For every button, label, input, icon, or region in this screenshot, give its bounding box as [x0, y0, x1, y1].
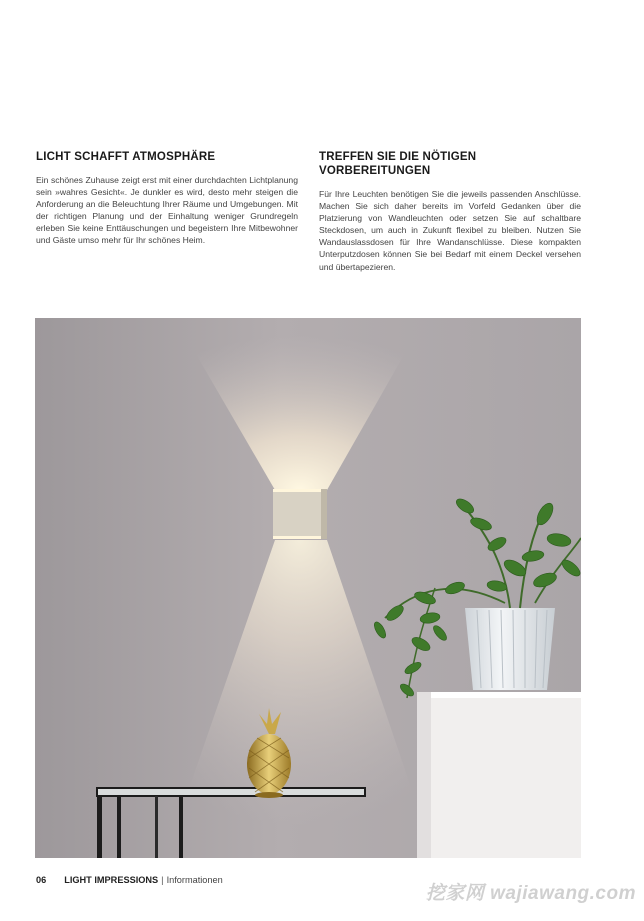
- footer-separator: |: [161, 875, 164, 885]
- footer-section: Informationen: [166, 875, 223, 885]
- right-body-text: Für Ihre Leuchten benötigen Sie die jeweils passenden Anschlüsse. Machen Sie sich daher bereits im Vorfeld Gedanken über die Platzierung von Wandleuchten oder setzen Sie auf schaltbare Steckdosen, um auch in Zukunft flexibel zu bleiben. Nutzen Sie Wandauslassdosen für Ihre Wandanschlüsse. Diese kompakten Unterputzdosen können Sie bei Bedarf mit einem Deckel versehen und übertapezieren.: [319, 189, 581, 272]
- left-column: [36, 150, 298, 247]
- white-pedestal: [417, 692, 581, 858]
- page-number: 06: [36, 875, 47, 885]
- brand-name: LIGHT IMPRESSIONS: [64, 875, 159, 885]
- page-footer: [36, 875, 223, 885]
- wall-light-cube: [273, 489, 327, 539]
- right-heading: TREFFEN SIE DIE NÖTIGEN VORBEREITUNGEN: [319, 151, 477, 177]
- plant-pot: [465, 608, 555, 690]
- right-column: [319, 150, 581, 273]
- left-heading: LICHT SCHAFFT ATMOSPHÄRE: [36, 151, 216, 163]
- interior-photo: [35, 318, 581, 858]
- watermark: 挖家网 wajiawang.com: [425, 883, 636, 904]
- interior-photo-illustration: [35, 318, 581, 858]
- left-body-text: Ein schönes Zuhause zeigt erst mit einer durchdachten Lichtplanung sein »wahres Gesicht«. Je dunkler es wird, desto mehr steigen die Anforderung an die Beleuchtung Ihrer Räume und Umgebungen. Mit der richtigen Planung und der Einhaltung weniger Grundregeln erleben Sie keine Enttäuschungen und begeistern Ihre Mitbewohner und Gäste umso mehr für Ihr schönes Heim.: [36, 175, 298, 246]
